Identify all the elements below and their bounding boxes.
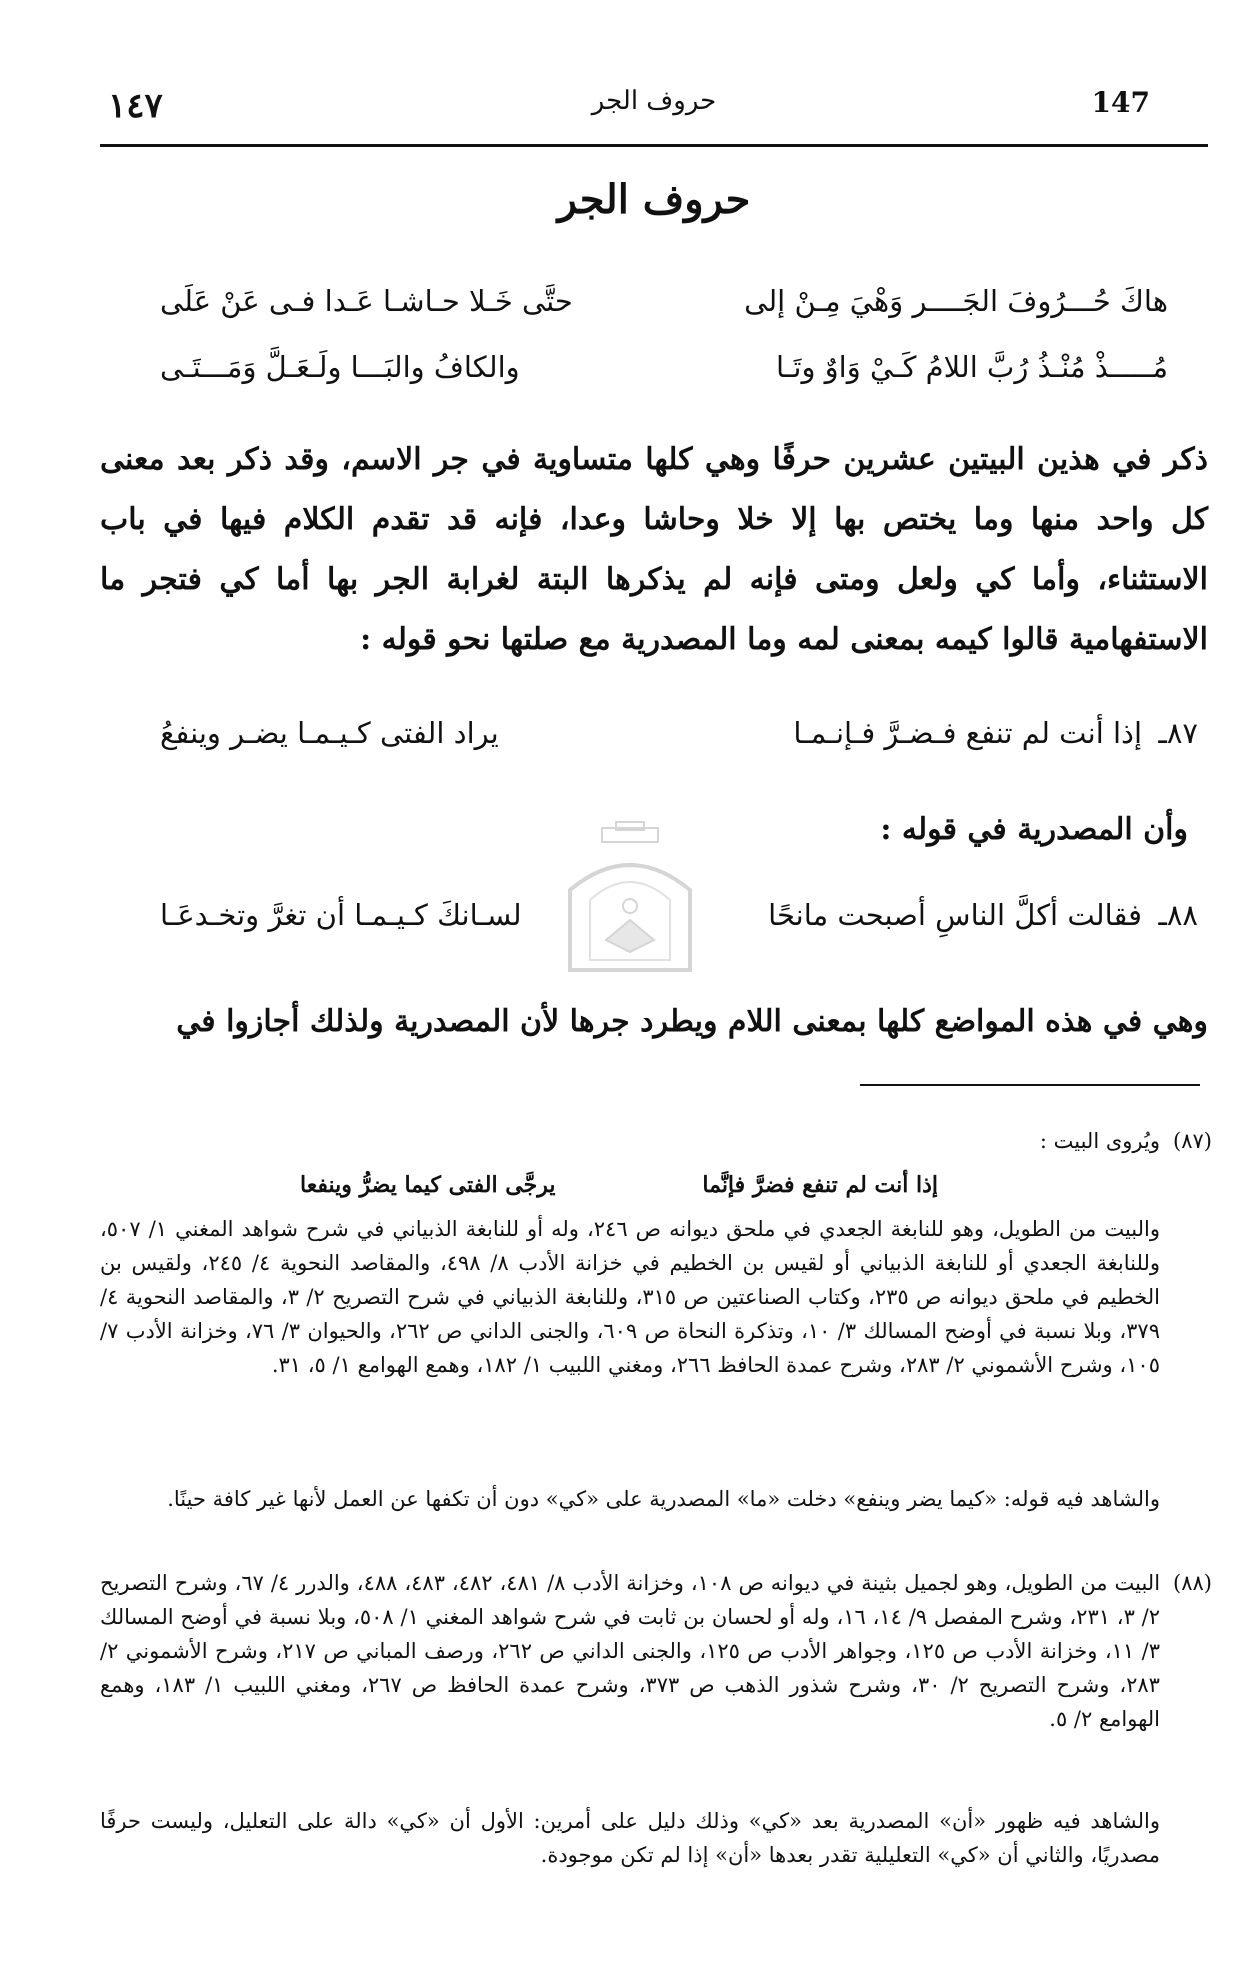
footnote-87-verse-right: إذا أنت لم تنفع فضرَّ فإنَّما [702,1172,938,1198]
shahid-87-left: يراد الفتى كـيـمـا يضـر وينفعُ [160,716,499,750]
verse-1-right-hemistich: هاكَ حُـــرُوفَ الجَــــر وَهْيَ مِـنْ إلى [744,284,1168,318]
page-number-latin: 147 [1091,86,1150,119]
main-paragraph-1: ذكر في هذين البيتين عشرين حرفًا وهي كلها متساوية في جر الاسم، وقد ذكر بعد معنى كل واحد منها وما يختص بها إلا خلا وحاشا وعدا، فإنه قد تقدم الكلام فيها في باب الاستثناء، وأما كي ولعل ومتى فإنه لم يذكرها البتة لغرابة الجر بها أما كي فتجر ما الاستفهامية قالوا كيمه بمعنى لمه وما المصدرية مع صلتها نحو قوله : [100,442,1208,657]
footnote-87-shahid: والشاهد فيه قوله: «كيما يضر وينفع» دخلت «ما» المصدرية على «كي» دون أن تكفها عن العمل لأنها غير كافة حينًا. [167,1487,1160,1511]
page-header [100,86,1208,136]
footnote-87-sources: والبيت من الطويل، وهو للنابغة الجعدي في ملحق ديوانه ص ٢٤٦، وله أو للنابغة الذبياني في شرح شواهد المغني ١/ ٥٠٧، وللنابغة الجعدي أو للنابغة الذبياني أو لقيس بن الخطيم في خزانة الأدب ٨/ ٤٩٨، والمقاصد النحوية ٤/ ٢٤٥، ولقيس بن الخطيم في ملحق ديوانه ص ٢٣٥، وكتاب الصناعتين ص ٣١٥، وللنابغة الذبياني في شرح التصريح ٢/ ٣، والمقاصد النحوية ٤/ ٣٧٩، وبلا نسبة في أوضح المسالك ٣/ ١٠، وتذكرة النحاة ص ٦٠٩، والجنى الداني ص ٢٦٢، والحيوان ٣/ ٧٦، وخزانة الأدب ٧/ ١٠٥، وشرح الأشموني ٢/ ٢٨٣، وشرح عمدة الحافظ ٢٦٦، ومغني اللبيب ١/ ١٨٢، وهمع الهوامع ١/ ٥، ٣١. [100,1217,1160,1377]
footnote-87-number: (٨٧) [1173,1129,1212,1153]
footnote-87-verse-left: يرجَّى الفتى كيما يضرُّ وينفعا [300,1172,556,1198]
shahid-88-number: ٨٨ـ [1158,898,1198,932]
footnote-87-verse [300,1172,938,1206]
shahid-87-number: ٨٧ـ [1158,716,1198,750]
shahid-88-right: فقالت أكلَّ الناسِ أصبحت مانحًا [768,898,1142,932]
footnote-87 [100,1124,1212,1158]
verse-2-right-hemistich: مُـــــذْ مُنْـذُ رُبَّ اللامُ كَـيْ وَاوٌ وتَـا [776,350,1168,384]
footnote-88 [100,1566,1212,1736]
shahid-88-left: لسـانكَ كـيـمـا أن تغرَّ وتخـدعَـا [160,898,522,932]
footnote-88-sources: البيت من الطويل، وهو لجميل بثينة في ديوانه ص ١٠٨، وخزانة الأدب ٨/ ٤٨١، ٤٨٢، ٤٨٣، ٤٨٨، والدرر ٤/ ٦٧، وشرح التصريح ٢/ ٣، ٢٣١، وشرح المفصل ٩/ ١٤، ١٦، وله أو لحسان بن ثابت في شرح شواهد المغني ١/ ٥٠٨، وبلا نسبة في أوضح المسالك ٣/ ١١، وخزانة الأدب ص ١٢٥، وجواهر الأدب ص ١٢٥، والجنى الداني ص ٢٦٢، ورصف المباني ص ٢١٧، وشرح الأشموني ٢/ ٢٨٣، وشرح التصريح ٢/ ٣٠، وشرح شذور الذهب ص ٣٧٣، وشرح عمدة الحافظ ص ٢٦٧، ومغني اللبيب ١/ ١٨٣، وهمع الهوامع ٢/ ٥. [100,1571,1161,1731]
verse-line-1 [120,284,1188,334]
library-watermark-icon [540,820,720,990]
chapter-title: حروف الجر [557,176,751,223]
intro-88: وأن المصدرية في قوله : [880,812,1188,847]
page-number-arabic: ١٤٧ [108,86,163,126]
shahid-87 [120,716,1198,766]
header-rule [100,144,1208,147]
verse-2-left-hemistich: والكافُ والبَـــا ولَـعَـلَّ وَمَـــتَـى [160,350,520,384]
footnote-87-intro: ويُروى البيت : [1039,1129,1160,1153]
footnote-88-shahid: والشاهد فيه ظهور «أن» المصدرية بعد «كي» وذلك دليل على أمرين: الأول أن «كي» دالة على التعليل، وليست حرفًا مصدريًا، والثاني أن «كي» التعليلية تقدر بعدها «أن» إذا لم تكن موجودة. [100,1809,1160,1867]
verse-line-2 [120,350,1188,400]
running-title: حروف الجر [591,86,717,116]
verse-1-left-hemistich: حتَّى خَـلا حـاشـا عَـدا فـى عَنْ عَلَى [160,284,573,318]
shahid-87-right: إذا أنت لم تنفع فـضـرَّ فـإنـمـا [793,716,1142,750]
footnote-88-number: (٨٨) [1173,1571,1212,1595]
main-paragraph-2: وهي في هذه المواضع كلها بمعنى اللام ويطرد جرها لأن المصدرية ولذلك أجازوا في [176,1004,1208,1039]
footnote-separator [860,1084,1200,1086]
